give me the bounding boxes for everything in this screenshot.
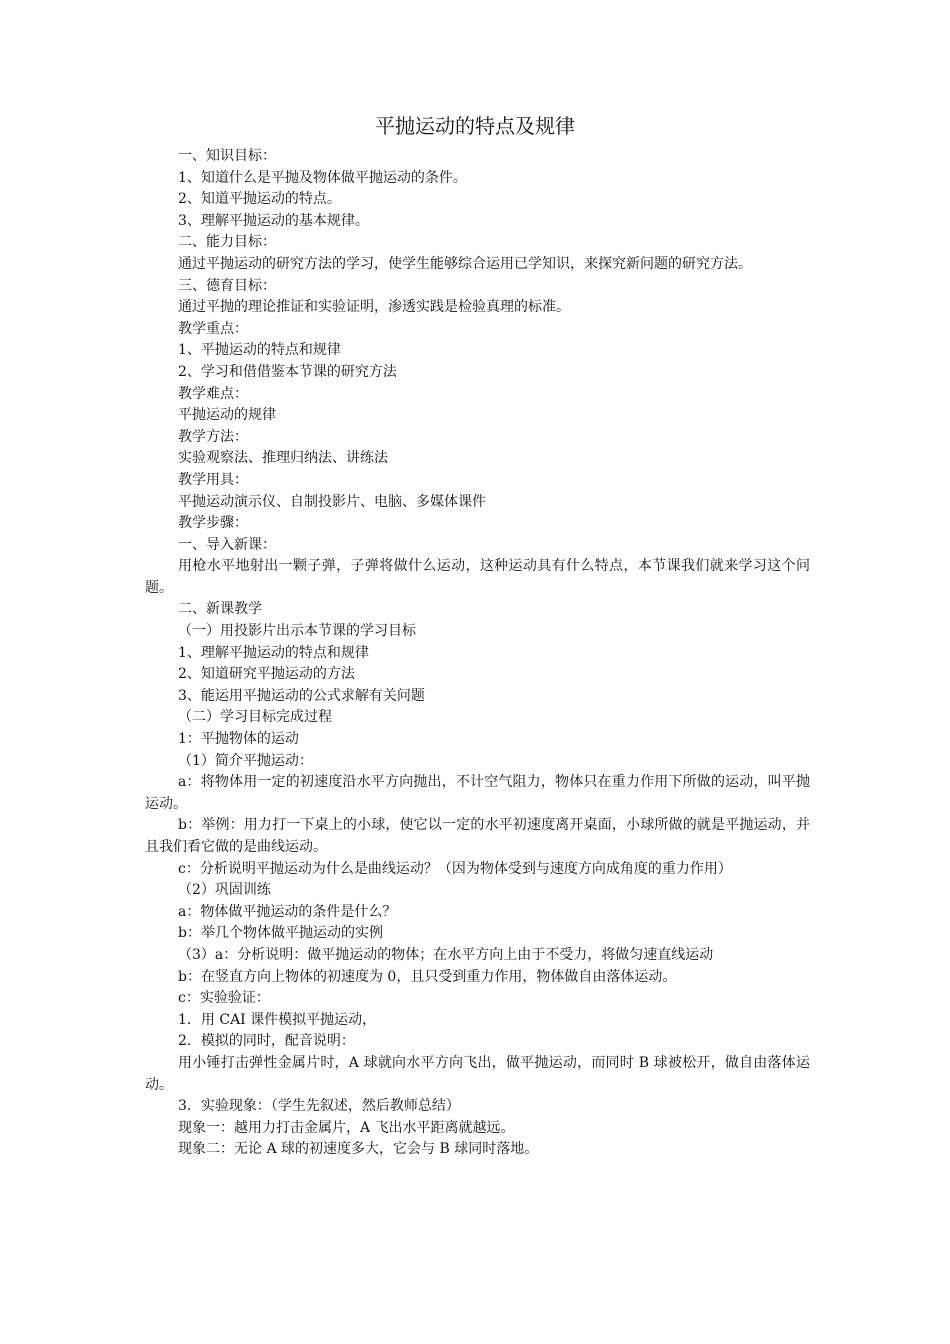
section-heading: 教学步骤： [178, 515, 248, 532]
paragraph: 现象二：无论 A 球的初速度多大，它会与 B 球同时落地。 [178, 1141, 539, 1158]
section-heading: 教学方法： [178, 428, 248, 445]
paragraph: 平抛运动的规律 [178, 407, 276, 424]
paragraph: a：将物体用一定的初速度沿水平方向抛出，不计空气阻力，物体只在重力作用下所做的运动，叫平抛运动。 [145, 774, 810, 812]
paragraph: 平抛运动演示仪、自制投影片、电脑、多媒体课件 [178, 493, 486, 510]
subsection-heading: （二）学习目标完成过程 [178, 709, 332, 726]
subsection-heading: （2）巩固训练 [178, 882, 271, 899]
list-item: 2、知道平抛运动的特点。 [178, 191, 341, 208]
section-heading: 教学重点： [178, 320, 248, 337]
subsection-heading: （1）简介平抛运动： [178, 752, 313, 769]
list-item: 1、理解平抛运动的特点和规律 [178, 644, 369, 661]
list-item: 1、知道什么是平抛及物体做平抛运动的条件。 [178, 169, 467, 186]
section-heading: 教学难点： [178, 385, 248, 402]
subsection-heading: 1：平抛物体的运动 [178, 731, 299, 748]
paragraph: 用小锤打击弹性金属片时，A 球就向水平方向飞出，做平抛运动，而同时 B 球被松开，做自由落体运动。 [145, 1054, 810, 1093]
paragraph: c：分析说明平抛运动为什么是曲线运动？（因为物体受到与速度方向成角度的重力作用） [178, 860, 732, 877]
list-item: 3．实验现象：（学生先叙述，然后教师总结） [178, 1098, 460, 1115]
paragraph: 用枪水平地射出一颗子弹，子弹将做什么运动，这种运动具有什么特点，本节课我们就来学习这个问题。 [145, 558, 810, 596]
subsection-heading: （一）用投影片出示本节课的学习目标 [178, 623, 416, 640]
paragraph: c：实验验证： [178, 990, 270, 1007]
paragraph: b：在竖直方向上物体的初速度为 0，且只受到重力作用，物体做自由落体运动。 [178, 968, 677, 985]
list-item: 1、平抛运动的特点和规律 [178, 342, 341, 359]
section-heading: 一、知识目标： [178, 148, 276, 164]
list-item: 2、知道研究平抛运动的方法 [178, 666, 355, 683]
list-item: 2、学习和借借鉴本节课的研究方法 [178, 363, 397, 380]
paragraph: b：举几个物体做平抛运动的实例 [178, 925, 383, 942]
section-heading: 二、新课教学 [178, 601, 262, 618]
section-heading: 一、导入新课： [178, 536, 276, 553]
paragraph: 通过平抛的理论推证和实验证明，渗透实践是检验真理的标准。 [178, 299, 570, 316]
paragraph: a：物体做平抛运动的条件是什么？ [178, 903, 397, 920]
section-heading: 三、德育目标： [178, 277, 276, 294]
section-heading: 教学用具： [178, 471, 248, 488]
list-item: 3、理解平抛运动的基本规律。 [178, 212, 369, 229]
list-item: 3、能运用平抛运动的公式求解有关问题 [178, 687, 425, 704]
paragraph: 现象一：越用力打击金属片，A 飞出水平距离就越远。 [178, 1119, 515, 1136]
document-title: 平抛运动的特点及规律 [375, 114, 575, 138]
paragraph: （3）a：分析说明：做平抛运动的物体；在水平方向上由于不受力，将做匀速直线运动 [178, 946, 714, 963]
paragraph: b：举例：用力打一下桌上的小球，使它以一定的水平初速度离开桌面，小球所做的就是平抛运动，并且我们看它做的是曲线运动。 [145, 817, 810, 855]
document-body [145, 146, 810, 1161]
paragraph: 通过平抛运动的研究方法的学习，使学生能够综合运用已学知识，来探究新问题的研究方法。 [178, 255, 752, 272]
section-heading: 二、能力目标： [178, 234, 276, 251]
list-item: 2．模拟的同时，配音说明： [178, 1033, 355, 1050]
paragraph: 实验观察法、推理归纳法、讲练法 [178, 450, 388, 467]
list-item: 1．用 CAI 课件模拟平抛运动， [178, 1011, 377, 1028]
